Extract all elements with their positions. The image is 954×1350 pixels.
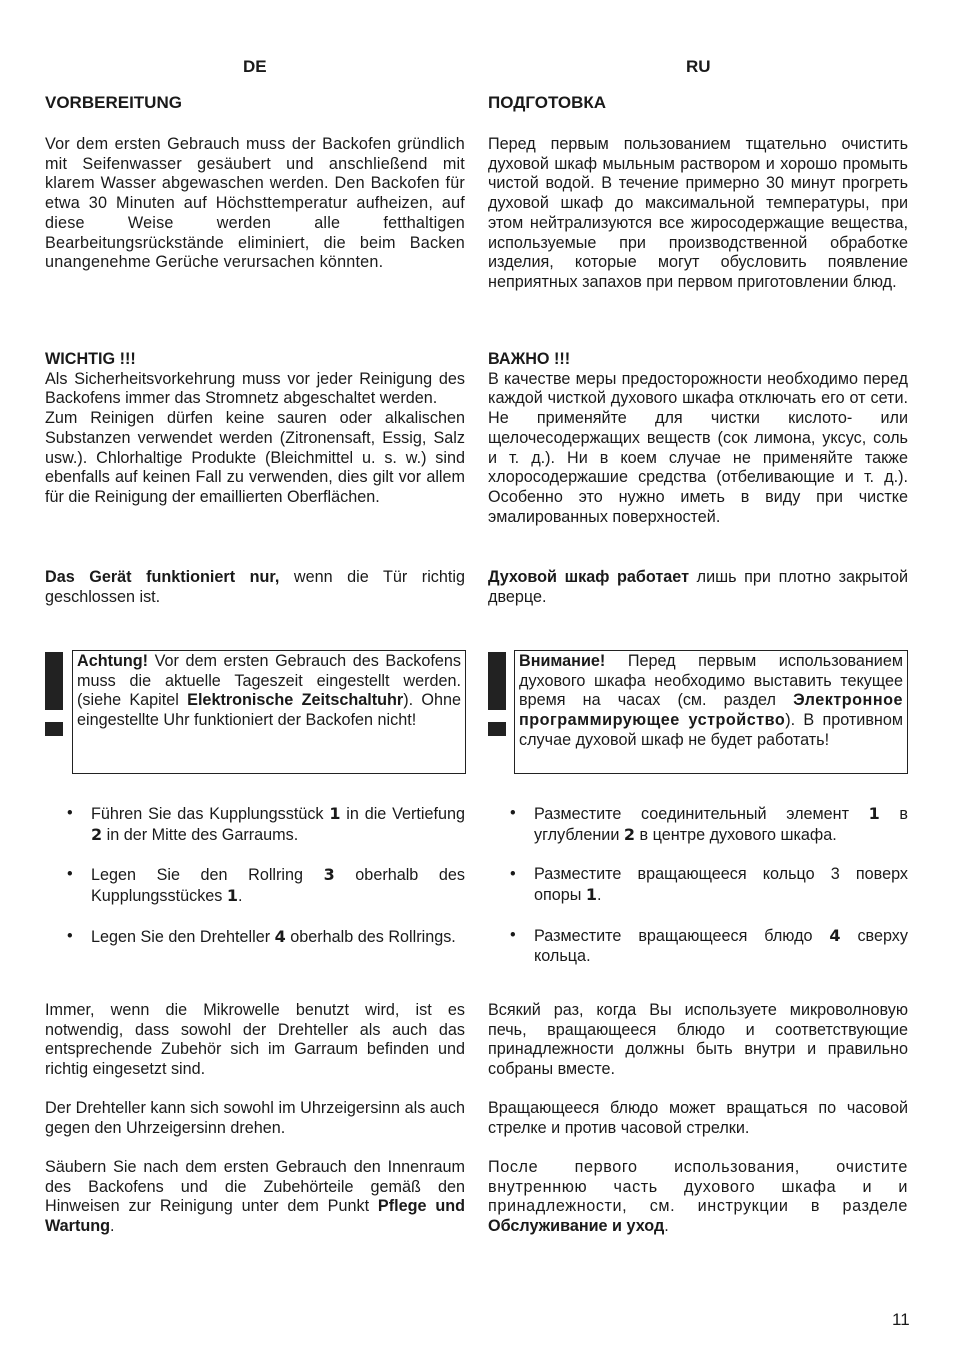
door-note-de <box>45 568 465 607</box>
rotation-paragraph-de <box>45 1099 465 1138</box>
important-text-1-de: Als Sicherheitsvorkehrung muss vor jeder Reinigung des Backofens immer das Stromnetz abgeschaltet werden. <box>45 369 465 408</box>
cleaning-paragraph-de: Säubern Sie nach dem ersten Gebrauch den Innenraum des Backofens und die Zubehörteile gemäß den Hinweisen zur Reinigung unter dem Punkt Pflege und Wartung. <box>45 1158 465 1236</box>
warning-box-ru <box>514 650 908 774</box>
warning-ref-de: Elektronische Zeitschaltuhr <box>187 691 404 710</box>
page-number: 11 <box>892 1310 910 1329</box>
rotation-text-de: Der Drehteller kann sich sowohl im Uhrzeigersinn als auch gegen den Uhrzeigersinn drehen. <box>45 1099 465 1137</box>
cleaning-text-de: Säubern Sie nach dem ersten Gebrauch den Innenraum des Backofens und die Zubehörteile gemäß den Hinweisen zur Reinigung unter dem Punkt <box>45 1158 465 1216</box>
list-item: • Legen Sie den Drehteller 4 oberhalb des Rollrings. <box>67 926 456 946</box>
list-item: • Разместите вращающееся кольцо 3 поверх опоры 1. <box>510 865 908 905</box>
steps-list-de <box>45 804 465 948</box>
usage-text-de: Immer, wenn die Mikrowelle benutzt wird, ist es notwendig, dass sowohl der Drehteller als auch das entsprechende Zubehör sich im Garraum befinden und richtig eingesetzt sind. <box>45 1001 465 1079</box>
warning-text-de: Vor dem ersten Gebrauch des Backofens muss die aktuelle Tageszeit eingestellt werden. (siehe Kapitel <box>77 652 461 710</box>
language-label-ru: RU <box>686 57 711 76</box>
important-block-ru <box>488 350 908 527</box>
door-note-text-ru: лишь при плотно закрытой дверце. <box>488 568 908 606</box>
cleaning-ref-de: Pflege und Wartung <box>45 1197 465 1236</box>
section-heading-de: VORBEREITUNG <box>45 93 182 112</box>
list-item: • Разместите вращающееся блюдо 4 сверху кольца. <box>510 925 908 965</box>
important-text-2-de: Zum Reinigen dürfen keine sauren oder alkalischen Substanzen verwendet werden (Zitronensaft, Essig, Salz usw.). Chlorhaltige Produkte (Bleichmittel u. s. w.) sind ebenfalls auf keinen Fall zu verwenden, dies gilt vor allem für die Reinigung der emaillierten Oberflächen. <box>45 409 465 506</box>
warning-title-de: Achtung! <box>77 652 149 670</box>
door-note-text-de: wenn die Tür richtig geschlossen ist. <box>45 568 465 606</box>
intro-text-ru: Перед первым пользованием тщательно очистить духовой шкаф мыльным раствором и хорошо промыть чистой водой. В течение примерно 30 минут прогреть духовой шкаф до максимальной температуры, при этом нейтрализуются все жиросодержащие вещества, используемые при производственной обработке изделия, которые могут обусловить появление неприятных запахов при первом приготовлении блюд. <box>488 135 908 291</box>
rotation-paragraph-ru <box>488 1099 908 1138</box>
list-item: • Führen Sie das Kupplungsstück 1 in die Vertiefung 2 in der Mitte des Garraums. <box>67 804 466 844</box>
door-note-bold-ru: Духовой шкаф работает <box>488 568 690 586</box>
intro-paragraph-ru <box>488 135 908 293</box>
warning-ref-ru: Электронное программирующее устройство <box>519 691 903 730</box>
door-note-bold-de: Das Gerät funktioniert nur, <box>45 568 280 586</box>
warning-text-ru: Перед первым использованием духового шкафа необходимо выставить текущее время на часах (см. раздел <box>519 652 903 710</box>
list-item: • Разместите соединительный элемент 1 в углублении 2 в центре духового шкафа. <box>510 804 908 844</box>
cleaning-paragraph-ru: После первого использования, очистите внутреннюю часть духового шкафа и и принадлежности, см. инструкции в разделе Обслуживание и уход. <box>488 1158 908 1236</box>
intro-paragraph-de <box>45 135 465 273</box>
door-note-ru <box>488 568 908 607</box>
cleaning-ref-ru: Обслуживание и уход <box>488 1217 665 1236</box>
cleaning-text-ru: После первого использования, очистите внутреннюю часть духового шкафа и и принадлежности, см. инструкции в разделе <box>488 1158 908 1216</box>
language-label-de: DE <box>243 57 267 76</box>
list-item: • Legen Sie den Rollring 3 oberhalb des Kupplungsstückes 1. <box>67 865 465 906</box>
warning-box-de <box>72 650 466 774</box>
warning-end-de: ). Ohne eingestellte Uhr funktioniert der Backofen nicht! <box>77 691 461 730</box>
rotation-text-ru: Вращающееся блюдо может вращаться по часовой стрелке и против часовой стрелки. <box>488 1099 908 1137</box>
section-heading-ru: ПОДГОТОВКА <box>488 93 607 112</box>
intro-text-de: Vor dem ersten Gebrauch muss der Backofen gründlich mit Seifenwasser gesäubert und anschließend mit klarem Wasser abgewaschen werden. Den Backofen für etwa 30 Minuten auf Höchsttemperatur aufheizen, auf diese Weise werden alle fetthaltigen Bearbeitungsrückstände eliminiert, die beim Backen unangenehme Gerüche verursachen könnten. <box>45 135 465 272</box>
steps-list-ru <box>488 804 908 966</box>
important-block-de <box>45 350 465 508</box>
usage-paragraph-ru <box>488 1001 908 1080</box>
usage-paragraph-de <box>45 1001 465 1080</box>
warning-title-ru: Внимание! <box>519 652 606 670</box>
warning-end-ru: ). В противном случае духовой шкаф не будет работать! <box>519 711 903 749</box>
important-title-ru: ВАЖНО !!! <box>488 350 571 368</box>
important-title-de: WICHTIG !!! <box>45 350 136 368</box>
usage-text-ru: Всякий раз, когда Вы используете микроволновую печь, вращающееся блюдо и соответствующие принадлежности должны быть внутри и правильно собраны вместе. <box>488 1001 908 1079</box>
important-text-1-ru: В качестве меры предосторожности необходимо перед каждой чисткой духового шкафа отключать его от сети. Не применяйте для чистки кислото- или щелочесодержащих веществ (сок лимона, уксус, соль и т. д.). Ни в коем случае не применяйте также хлоросодержашие средства (отбеливающие и т. д.). Особенно это нужно иметь в виду при чистке эмалированных поверхностей. <box>488 369 908 526</box>
